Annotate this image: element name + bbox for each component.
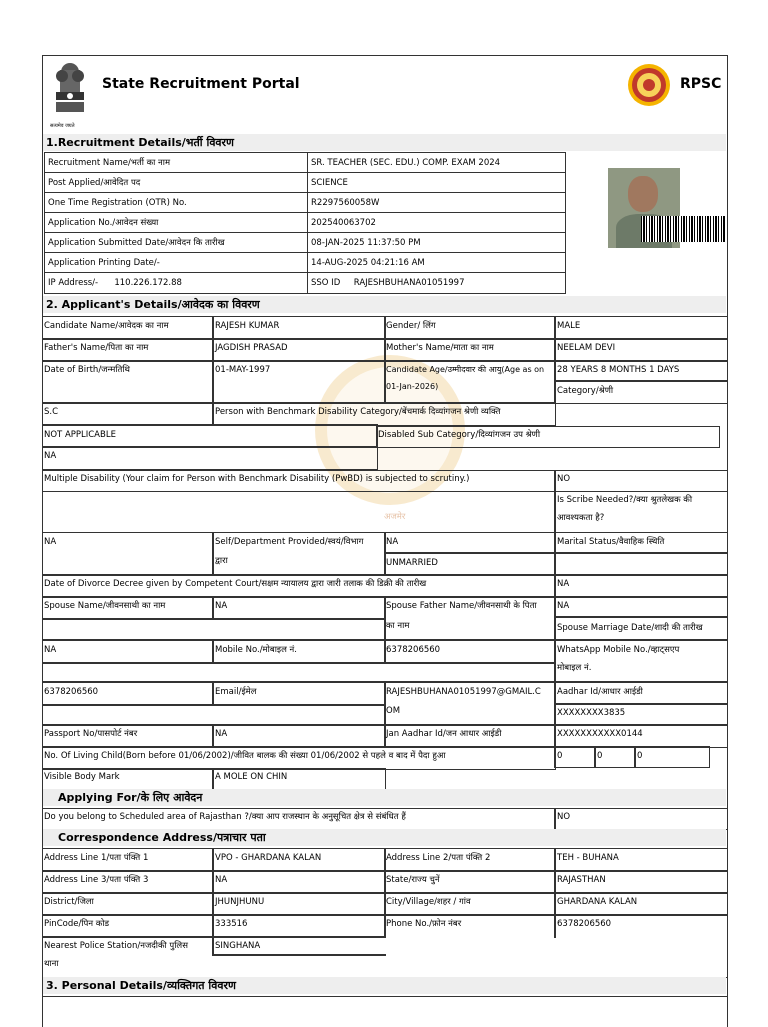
self-provided-value: NA: [386, 537, 399, 547]
district-value: JHUNJHUNU: [215, 897, 265, 907]
sso-label: SSO ID: [311, 278, 341, 288]
passport-label: Passport No/पासपोर्ट नंबर: [44, 729, 138, 739]
printing-date-value: 14-AUG-2025 04:21:16 AM: [308, 253, 566, 273]
city-label: City/Village/शहर / गांव: [386, 897, 471, 907]
table-row: [45, 173, 566, 193]
gender-label: Gender/ लिंग: [386, 321, 436, 331]
address-line2-value: TEH - BUHANA: [557, 853, 619, 863]
email-value-line1: RAJESHBUHANA01051997@GMAIL.C: [386, 687, 541, 697]
table-row: [45, 213, 566, 233]
disabled-sub-value: NA: [44, 451, 57, 461]
table-row: [45, 193, 566, 213]
spouse-father-label-line2: का नाम: [386, 621, 410, 631]
rpsc-seal-icon: [626, 58, 672, 114]
dob-label: Date of Birth/जन्मतिथि: [44, 365, 130, 375]
scribe-label-line2: आवश्यकता है?: [557, 513, 605, 523]
personal-details-box: [42, 996, 728, 1027]
section-recruitment-title: 1.Recruitment Details/भर्ती विवरण: [43, 134, 726, 151]
mother-name-value: NEELAM DEVI: [557, 343, 616, 353]
correspondence-address-title: Correspondence Address/पत्राचार पता: [43, 829, 726, 846]
application-no-label: Application No./आवेदन संख्या: [45, 213, 308, 233]
dob-value: 01-MAY-1997: [215, 365, 271, 375]
scheduled-area-question: Do you belong to Scheduled area of Rajasthan ?/क्या आप राजस्थान के अनुसूचित क्षेत्र से संबंधित हैं: [44, 812, 406, 822]
whatsapp-label-line2: मोबाइल नं.: [557, 663, 592, 673]
spouse-name-label: Spouse Name/जीवनसाथी का नाम: [44, 601, 166, 611]
table-row: [45, 253, 566, 273]
address-line3-label: Address Line 3/पता पंक्ति 3: [44, 875, 149, 885]
father-name-value: JAGDISH PRASAD: [215, 343, 288, 353]
org-name: RPSC: [680, 76, 722, 92]
state-label: State/राज्य चुनें: [386, 875, 440, 885]
pwbd-value: NOT APPLICABLE: [44, 430, 116, 440]
category-value: S.C: [44, 407, 59, 417]
email-label: Email/ईमेल: [215, 687, 257, 697]
mother-name-label: Mother's Name/माता का नाम: [386, 343, 494, 353]
scribe-value: NA: [44, 537, 57, 547]
whatsapp-value: 6378206560: [44, 687, 99, 697]
disabled-sub-label: Disabled Sub Category/दिव्यांगजन उप श्रेणी: [378, 430, 541, 440]
post-applied-label: Post Applied/आवेदित पद: [45, 173, 308, 193]
whatsapp-label-line1: WhatsApp Mobile No./व्हाट्सएप: [557, 645, 680, 655]
children-count-3: 0: [637, 751, 643, 761]
state-value: RAJASTHAN: [557, 875, 606, 885]
scribe-label-line1: Is Scribe Needed?/क्या श्रुतलेखक की: [557, 495, 693, 505]
post-applied-value: SCIENCE: [308, 173, 566, 193]
body-mark-label: Visible Body Mark: [44, 772, 120, 782]
age-label-line1: Candidate Age/उम्मीदवार की आयु(Age as on: [386, 365, 545, 374]
table-row: [45, 153, 566, 173]
recruitment-table: [44, 152, 566, 294]
emblem-caption: सत्यमेव जयते: [50, 123, 75, 129]
age-value: 28 YEARS 8 MONTHS 1 DAYS: [557, 365, 680, 375]
police-station-label-line1: Nearest Police Station/नजदीकी पुलिस: [44, 941, 188, 951]
spouse-father-label-line1: Spouse Father Name/जीवनसाथी के पिता: [386, 601, 537, 611]
father-name-label: Father's Name/पिता का नाम: [44, 343, 149, 353]
spouse-marriage-label: Spouse Marriage Date/शादी की तारीख: [557, 623, 703, 633]
living-children-label: No. Of Living Child(Born before 01/06/2002)/जीवित बालक की संख्या 01/06/2002 से पहले व बाद में पैदा हुआ: [44, 751, 446, 761]
pincode-label: PinCode/पिन कोड: [44, 919, 110, 929]
spouse-father-value: NA: [557, 601, 570, 611]
children-count-2: 0: [597, 751, 603, 761]
application-no-value: 202540063702: [308, 213, 566, 233]
otr-label: One Time Registration (OTR) No.: [45, 193, 308, 213]
applying-for-title: Applying For/के लिए आवेदन: [43, 789, 726, 806]
ip-label: IP Address/-: [48, 278, 99, 288]
pincode-value: 333516: [215, 919, 248, 929]
police-station-label-line2: थाना: [44, 959, 59, 969]
section-applicant-title: 2. Applicant's Details/आवेदक का विवरण: [43, 296, 726, 313]
self-provided-label-line2: द्वारा: [215, 556, 228, 566]
candidate-name-label: Candidate Name/आवेदक का नाम: [44, 321, 169, 331]
candidate-name-value: RAJESH KUMAR: [215, 321, 280, 331]
barcode-icon: [641, 216, 725, 242]
phone-label: Phone No./फ़ोन नंबर: [386, 919, 462, 929]
district-label: District/जिला: [44, 897, 94, 907]
jan-aadhar-value: XXXXXXXXXXX0144: [557, 729, 643, 739]
divorce-value: NA: [557, 579, 570, 589]
pwbd-label: Person with Benchmark Disability Category/बेंचमार्क दिव्यांगजन श्रेणी व्यक्ति: [215, 407, 501, 417]
mobile-label: Mobile No./मोबाइल नं.: [215, 645, 297, 655]
passport-value: NA: [215, 729, 228, 739]
printing-date-label: Application Printing Date/-: [45, 253, 308, 273]
email-value-line2: OM: [386, 706, 401, 716]
multiple-disability-label: Multiple Disability (Your claim for Person with Benchmark Disability (PwBD) is subjected to scrutiny.): [44, 474, 470, 484]
spouse-marriage-value: NA: [44, 645, 57, 655]
scheduled-area-answer: NO: [557, 812, 571, 822]
age-label-line2: 01-Jan-2026): [386, 382, 439, 391]
table-row: [45, 233, 566, 253]
jan-aadhar-label: Jan Aadhar Id/जन आधार आईडी: [386, 729, 502, 739]
section-personal-title: 3. Personal Details/व्यक्तिगत विवरण: [43, 977, 726, 994]
watermark-text: अजमेर: [384, 512, 406, 522]
aadhar-label: Aadhar Id/आधार आईडी: [557, 687, 643, 697]
self-provided-label-line1: Self/Department Provided/स्वयं/विभाग: [215, 537, 364, 547]
otr-value: R2297560058W: [308, 193, 566, 213]
ip-value: 110.226.172.88: [114, 278, 182, 288]
table-row: [45, 273, 566, 294]
gender-value: MALE: [557, 321, 581, 331]
sso-value: RAJESHBUHANA01051997: [353, 278, 465, 288]
divorce-label: Date of Divorce Decree given by Competent Court/सक्षम न्यायालय द्वारा जारी तलाक की डिक्री की तारीख: [44, 579, 427, 589]
aadhar-value: XXXXXXXX3835: [557, 708, 626, 718]
police-station-value: SINGHANA: [215, 941, 261, 951]
category-label: Category/श्रेणी: [557, 386, 614, 396]
ashoka-emblem-icon: [48, 58, 92, 126]
recruitment-name-label: Recruitment Name/भर्ती का नाम: [45, 153, 308, 173]
submitted-date-label: Application Submitted Date/आवेदन कि तारीख: [45, 233, 308, 253]
address-line1-value: VPO - GHARDANA KALAN: [215, 853, 322, 863]
marital-status-value: UNMARRIED: [386, 558, 438, 568]
submitted-date-value: 08-JAN-2025 11:37:50 PM: [308, 233, 566, 253]
spouse-name-value: NA: [215, 601, 228, 611]
city-value: GHARDANA KALAN: [557, 897, 638, 907]
address-line2-label: Address Line 2/पता पंक्ति 2: [386, 853, 491, 863]
recruitment-name-value: SR. TEACHER (SEC. EDU.) COMP. EXAM 2024: [308, 153, 566, 173]
mobile-value: 6378206560: [386, 645, 441, 655]
phone-value: 6378206560: [557, 919, 612, 929]
children-count-1: 0: [557, 751, 563, 761]
address-line3-value: NA: [215, 875, 228, 885]
multiple-disability-value: NO: [557, 474, 571, 484]
marital-status-label: Marital Status/वैवाहिक स्थिति: [557, 537, 665, 547]
portal-title: State Recruitment Portal: [102, 76, 300, 92]
address-line1-label: Address Line 1/पता पंक्ति 1: [44, 853, 149, 863]
body-mark-value: A MOLE ON CHIN: [215, 772, 288, 782]
